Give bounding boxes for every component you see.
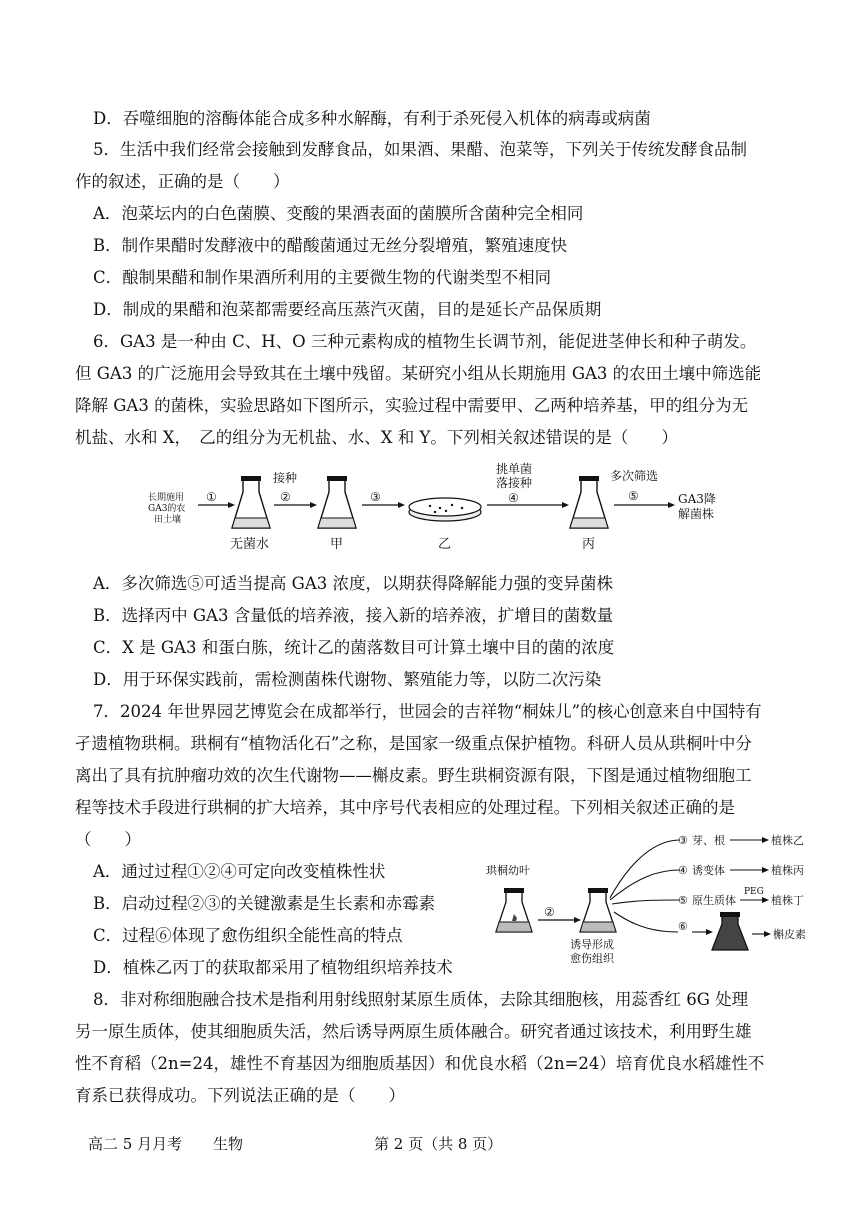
flask-jia: [318, 476, 356, 528]
q6-option-d: D．用于环保实践前，需检测菌株代谢物、繁殖能力等，以防二次污染: [93, 670, 602, 689]
footer-page-number: 第 2 页（共 8 页）: [374, 1135, 503, 1153]
branch-3: [610, 840, 680, 898]
q7-stem-line5: （ ）: [75, 830, 141, 849]
arrow-4-out-head: [762, 867, 769, 873]
step-3-label: ③: [370, 490, 381, 504]
q7-option-b: B．启动过程②③的关键激素是生长素和赤霉素: [93, 894, 436, 913]
flask-suspension: [712, 912, 748, 950]
bud-root-label: 芽、根: [692, 834, 725, 847]
q8-stem-line4: 育系已获得成功。下列说法正确的是（ ）: [75, 1086, 405, 1105]
q6-stem-line2: 但 GA3 的广泛施用会导致其在土壤中残留。某研究小组从长期施用 GA3 的农田土壤中筛选能: [75, 364, 762, 383]
step-5-label: ⑤: [628, 489, 639, 503]
q6-option-b: B．选择丙中 GA3 含量低的培养液，接入新的培养液，扩增目的菌数量: [93, 606, 614, 625]
q7-culture-diagram: [482, 828, 827, 968]
soil-label-line3: 田土壤: [154, 515, 182, 525]
multi-screen-label: 多次筛选: [610, 469, 659, 483]
q6-option-c: C．X 是 GA3 和蛋白胨，统计乙的菌落数目可计算土壤中目的菌的浓度: [93, 638, 615, 657]
q7-option-c: C．过程⑥体现了愈伤组织全能性高的特点: [93, 926, 403, 945]
plant-c-label: 植株丙: [771, 864, 804, 877]
arrow-6-head: [706, 929, 713, 935]
q6-stem-line4: 机盐、水和 X， 乙的组分为无机盐、水、X 和 Y。下列相关叙述错误的是（ ）: [75, 428, 678, 447]
arrow-3-head: [398, 502, 405, 508]
step-5-label: ⑤: [678, 894, 688, 907]
soil-label-line1: 长期施用: [148, 493, 185, 503]
arrow-2-head: [310, 502, 317, 508]
flask-bing: [570, 476, 608, 528]
q5-option-d: D．制成的果醋和泡菜都需要经高压蒸汽灭菌，目的是延长产品保质期: [93, 300, 602, 319]
petri-dish-yi-label: 乙: [438, 537, 452, 552]
inoculate-label: 接种: [273, 471, 298, 485]
leaf-label: 珙桐幼叶: [486, 864, 530, 877]
q4-option-d: D．吞噬细胞的溶酶体能合成多种水解酶，有利于杀死侵入机体的病毒或病菌: [93, 109, 651, 128]
q5-option-b: B．制作果醋时发酵液中的醋酸菌通过无丝分裂增殖，繁殖速度快: [93, 236, 568, 255]
q7-stem-line3: 离出了具有抗肿瘤功效的次生代谢物——槲皮素。野生珙桐资源有限，下图是通过植物细胞工: [75, 766, 752, 785]
q6-screening-diagram: [140, 460, 740, 560]
peg-label: PEG: [744, 887, 764, 897]
footer-exam: 高二 5 月月考: [88, 1135, 183, 1153]
protoplast-label: 原生质体: [692, 894, 736, 907]
flask-jia-label: 甲: [330, 537, 344, 552]
result-label-line2: 解菌株: [678, 507, 715, 521]
flask-bing-label: 丙: [582, 537, 596, 552]
mutant-label: 诱变体: [692, 864, 725, 877]
step-2-label: ②: [544, 905, 555, 919]
q7-stem-line2: 孑遗植物珙桐。珙桐有“植物活化石”之称，是国家一级重点保护植物。科研人员从珙桐叶中分: [75, 734, 752, 753]
step-1-label: ①: [206, 490, 217, 504]
soil-label-line2: GA3的农: [148, 504, 186, 514]
q7-option-a: A．通过过程①②④可定向改变植株性状: [93, 862, 386, 881]
step-3-label: ③: [678, 834, 688, 847]
plant-d-label: 植株丁: [771, 894, 804, 907]
step-2-label: ②: [280, 490, 291, 504]
arrow-5-head: [668, 502, 675, 508]
flask-callus: [580, 888, 616, 932]
q8-stem-line1: 8．非对称细胞融合技术是指利用射线照射某原生质体，去除其细胞核，用蕊香红 6G 处理: [93, 990, 749, 1009]
flask-sterile-water-label: 无菌水: [230, 537, 270, 552]
arrow-5-out-head: [762, 897, 769, 903]
q6-stem-line3: 降解 GA3 的菌株，实验思路如下图所示，实验过程中需要甲、乙两种培养基，甲的组分为无: [75, 396, 749, 415]
callus-label-line2: 愈伤组织: [570, 952, 614, 965]
arrow-6-out-head: [764, 931, 771, 937]
q6-option-a: A．多次筛选⑤可适当提高 GA3 浓度，以期获得降解能力强的变异菌株: [93, 574, 613, 593]
footer-subject: 生物: [213, 1135, 244, 1153]
q8-stem-line3: 性不育稻（2n=24，雄性不育基因为细胞质基因）和优良水稻（2n=24）培育优良水稻雄性不: [75, 1054, 765, 1073]
arrow-3-out-head: [762, 837, 769, 843]
arrow-2-head: [574, 917, 581, 923]
flask-leaf: [496, 888, 532, 932]
q7-stem-line1: 7．2024 年世界园艺博览会在成都举行，世园会的吉祥物“桐妹儿”的核心创意来自中国特有: [93, 702, 762, 721]
q7-option-d: D．植株乙丙丁的获取都采用了植物组织培养技术: [93, 958, 453, 977]
step-6-label: ⑥: [678, 920, 688, 933]
flask-sterile-water: [232, 476, 270, 528]
q5-stem-line1: 5．生活中我们经常会接触到发酵食品，如果酒、果醋、泡菜等，下列关于传统发酵食品制: [93, 140, 747, 159]
q6-stem-line1: 6．GA3 是一种由 C、H、O 三种元素构成的植物生长调节剂，能促进茎伸长和种子萌发。: [93, 332, 757, 351]
step-4-label: ④: [508, 491, 519, 505]
callus-label-line1: 诱导形成: [570, 938, 614, 951]
plant-b-label: 植株乙: [771, 834, 804, 847]
pick-colony-label-line1: 挑单菌: [496, 462, 533, 476]
q7-stem-line4: 程等技术手段进行珙桐的扩大培养，其中序号代表相应的处理过程。下列相关叙述正确的是: [75, 798, 735, 817]
branch-5: [612, 900, 680, 904]
q5-option-a: A．泡菜坛内的白色菌膜、变酸的果酒表面的菌膜所含菌种完全相同: [93, 204, 584, 223]
step-4-label: ④: [678, 864, 688, 877]
petri-dish-yi: [409, 498, 481, 521]
result-label-line1: GA3降: [678, 492, 716, 506]
q5-option-c: C．酿制果醋和制作果酒所利用的主要微生物的代谢类型不相同: [93, 268, 552, 287]
q5-stem-line2: 作的叙述，正确的是（ ）: [75, 172, 290, 191]
quercetin-label: 槲皮素: [773, 928, 806, 941]
branch-6: [614, 912, 678, 932]
branch-4: [610, 870, 680, 900]
q8-stem-line2: 另一原生质体，使其细胞质失活，然后诱导两原生质体融合。研究者通过该技术，利用野生雄: [75, 1022, 752, 1041]
pick-colony-label-line2: 落接种: [496, 476, 533, 490]
arrow-4-head: [562, 502, 569, 508]
arrow-1-head: [228, 502, 235, 508]
